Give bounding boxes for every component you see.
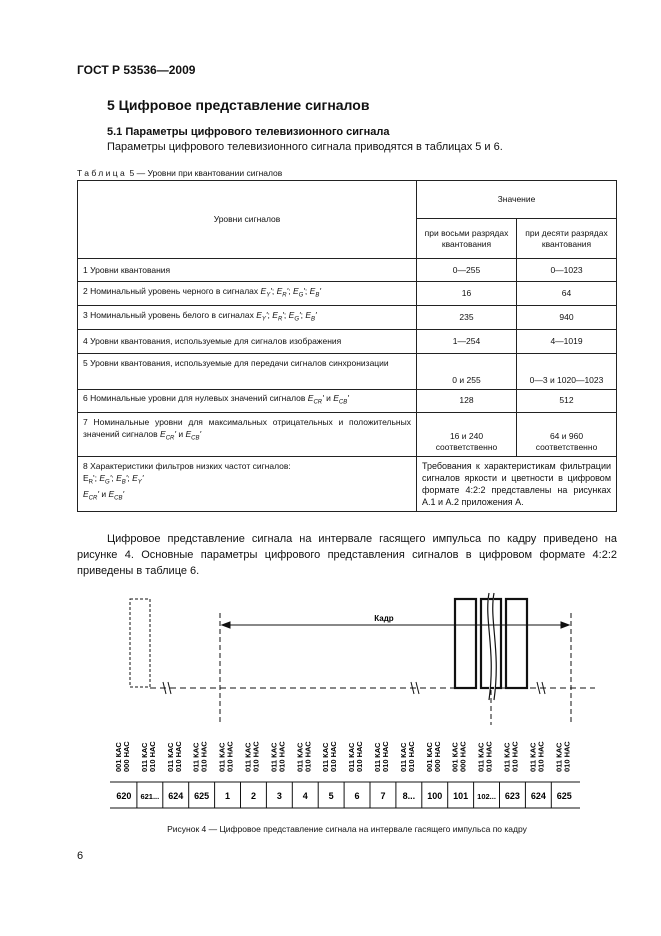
line-number-label: 8... (402, 791, 416, 801)
column-code-label: 011 КАС (502, 742, 512, 772)
row-value-10: 512 (517, 390, 617, 413)
row-value-8: 16 и 240 соответственно (417, 412, 517, 456)
column-code-label: 010 НАС (303, 741, 313, 772)
column-code-label: 011 КАС (269, 742, 279, 772)
row-label: 7 Номинальные уровни для максимальных отрицательных и положительных значений сигналов $E_{CR}'$ и $E_{CB}'$ (78, 412, 417, 456)
line-number-label: 625 (194, 791, 210, 801)
row-value-10: 64 и 960 соответственно (517, 412, 617, 456)
document-header: ГОСТ Р 53536—2009 (77, 63, 196, 77)
line-number-label: 3 (276, 791, 282, 801)
row-label: 8 Характеристики фильтров низких частот сигналов: $E_R'$; $E_G'$; $E_B'$; $E_Y'$ $E_{CR}'$ и $E_{CB}'$ (78, 456, 417, 511)
col-head-levels: Уровни сигналов (78, 181, 417, 259)
column-code-label: 011 КАС (528, 742, 538, 772)
line-number-label: 101 (453, 791, 469, 801)
section-title: 5 Цифровое представление сигналов (107, 97, 370, 113)
column-code-label: 011 КАС (295, 742, 305, 772)
column-code-label: 011 КАС (554, 742, 564, 772)
column-code-label: 010 НАС (147, 741, 157, 772)
column-code-label: 010 НАС (329, 741, 339, 772)
column-code-label: 010 НАС (173, 741, 183, 772)
row-merged-value: Требования к характеристикам фильтрации сигналов яркости и цветности в цифровом формате 4:2:2 представлены на рисунках А.1 и А.2 приложения А. (417, 456, 617, 511)
frame-label: Кадр (374, 614, 394, 623)
row-value-10: 0—1023 (517, 259, 617, 282)
main-paragraph: Цифровое представление сигнала на интервале гасящего импульса по кадру приведено на рисунке 4. Основные параметры цифрового представления сигналов в цифровом формате 4:2:2 приведены в таблице 6. (77, 533, 617, 577)
col-head-8bit: при восьми разрядах квантования (417, 219, 517, 259)
figure-caption: Рисунок 4 — Цифровое представление сигнала на интервале гасящего импульса по кадру (167, 824, 527, 834)
column-code-label: 011 КАС (321, 742, 331, 772)
row-value-10: 0—3 и 1020—1023 (517, 354, 617, 390)
column-code-label: 010 НАС (199, 741, 209, 772)
column-code-label: 010 НАС (277, 741, 287, 772)
line-number-label: 4 (302, 791, 308, 801)
row-value-10: 4—1019 (517, 330, 617, 354)
column-code-label: 001 КАС (424, 742, 434, 772)
pulse-box (506, 599, 527, 688)
line-number-label: 620 (116, 791, 132, 801)
column-code-label: 001 КАС (113, 742, 123, 772)
table-caption-label: Таблица (77, 168, 128, 178)
column-code-label: 010 НАС (380, 741, 390, 772)
page-number: 6 (77, 850, 84, 862)
column-code-label: 011 КАС (476, 742, 486, 772)
column-code-label: 010 НАС (225, 741, 235, 772)
column-code-label: 000 НАС (432, 741, 442, 772)
row-label: 1 Уровни квантования (78, 259, 417, 282)
column-code-label: 011 КАС (347, 742, 357, 772)
column-code-label: 011 КАС (372, 742, 382, 772)
column-code-label: 011 КАС (191, 742, 201, 772)
row-value-10: 940 (517, 306, 617, 330)
row-label: 4 Уровни квантования, используемые для сигналов изображения (78, 330, 417, 354)
column-code-label: 000 НАС (458, 741, 468, 772)
row-label: 3 Номинальный уровень белого в сигналах $E_Y'$; $E_R'$; $E_G'$; $E_B'$ (78, 306, 417, 330)
pulse-box (455, 599, 476, 688)
row-value-10: 64 (517, 282, 617, 306)
line-number-label: 7 (380, 791, 386, 801)
line-number-label: 1 (225, 791, 231, 801)
column-code-label: 001 КАС (450, 742, 460, 772)
row-value-8: 16 (417, 282, 517, 306)
table-caption-rest: 5 — Уровни при квантовании сигналов (127, 168, 283, 178)
intro-paragraph: Параметры цифрового телевизионного сигнала приводятся в таблицах 5 и 6. (107, 141, 503, 153)
column-code-label: 010 НАС (536, 741, 546, 772)
line-number-label: 623 (504, 791, 520, 801)
line-number-label: 100 (427, 791, 443, 801)
line-number-label: 625 (556, 791, 572, 801)
column-code-label: 011 КАС (139, 742, 149, 772)
wavy-break (488, 593, 497, 700)
row-value-8: 0—255 (417, 259, 517, 282)
col-head-10bit: при десяти разрядах квантования (517, 219, 617, 259)
line-number-label: 624 (168, 791, 184, 801)
row-label: 5 Уровни квантования, используемые для передачи сигналов синхронизации (78, 354, 417, 390)
column-code-label: 010 НАС (406, 741, 416, 772)
line-number-label: 6 (354, 791, 360, 801)
row-value-8: 128 (417, 390, 517, 413)
col-head-value: Значение (417, 181, 617, 219)
row-value-8: 0 и 255 (417, 354, 517, 390)
row-value-8: 235 (417, 306, 517, 330)
column-code-label: 011 КАС (217, 742, 227, 772)
line-number-label: 5 (328, 791, 334, 801)
column-code-label: 011 КАС (165, 742, 175, 772)
column-code-label: 010 НАС (562, 741, 572, 772)
column-code-label: 011 КАС (398, 742, 408, 772)
line-number-label: 102... (477, 792, 496, 801)
column-code-label: 010 НАС (355, 741, 365, 772)
column-code-label: 010 НАС (251, 741, 261, 772)
column-code-label: 000 НАС (121, 741, 131, 772)
column-code-label: 010 НАС (510, 741, 520, 772)
line-number-label: 2 (250, 791, 256, 801)
break-mark (163, 682, 171, 694)
row-value-8: 1—254 (417, 330, 517, 354)
row-label: 2 Номинальный уровень черного в сигналах $E_Y'$; $E_R'$; $E_G'$; $E_B'$ (78, 282, 417, 306)
row-label: 6 Номинальные уровни для нулевых значений сигналов $E_{CR}'$ и $E_{CB}'$ (78, 390, 417, 413)
column-code-label: 011 КАС (243, 742, 253, 772)
subsection-title: 5.1 Параметры цифрового телевизионного сигнала (107, 126, 390, 138)
line-number-label: 621... (140, 792, 160, 801)
line-number-label: 624 (530, 791, 546, 801)
pulse-dashed-box (130, 599, 150, 687)
column-code-label: 010 НАС (484, 741, 494, 772)
